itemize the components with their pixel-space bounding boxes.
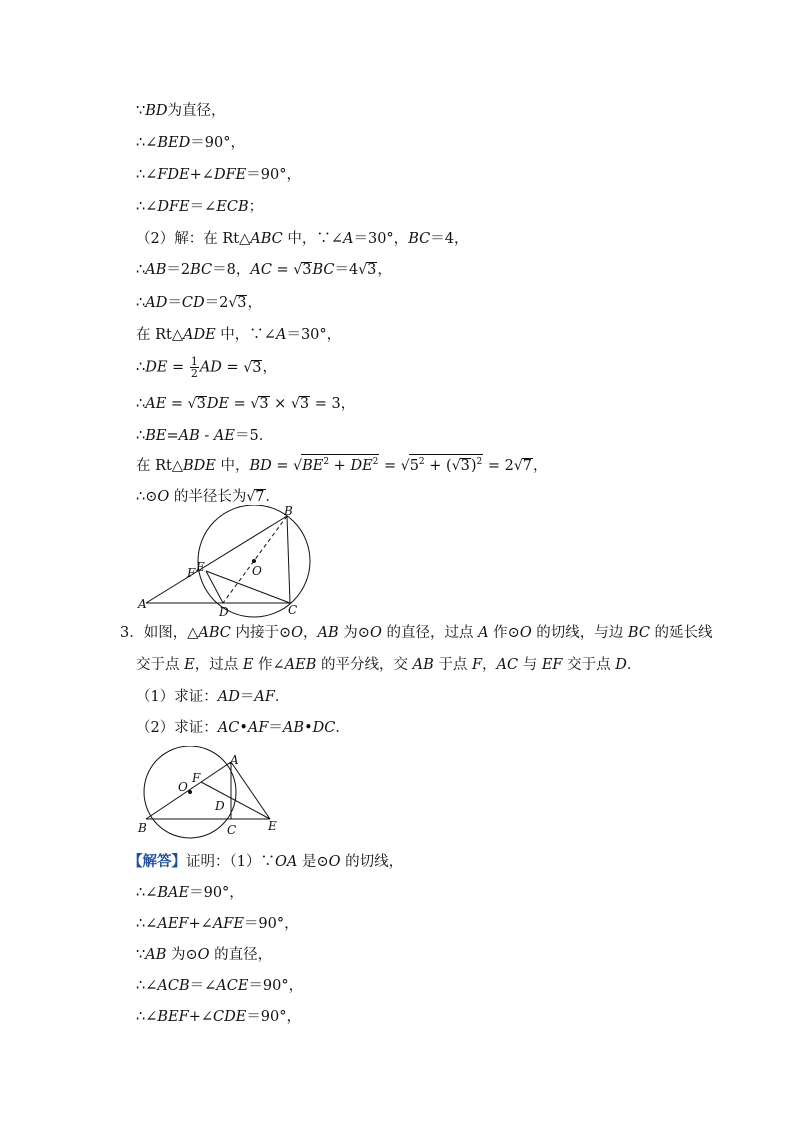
- label-a: A: [138, 597, 147, 611]
- label-e: E: [268, 819, 277, 833]
- question-3-line-1: 3．如图，△ABC 内接于⊙O，AB 为⊙O 的直径，过点 A 作⊙O 的切线，与边 BC 的延长线: [120, 625, 713, 641]
- line-5: （2）解：在 Rt△ABC 中，∵∠A＝30°，BC＝4，: [136, 231, 469, 247]
- line-11: ∴BE=AB - AE＝5．: [136, 428, 274, 444]
- line-6: ∴AB＝2BC＝8，AC = √3BC＝4√3，: [136, 262, 392, 278]
- fraction-half: $\frac{1}{2}$: [190, 355, 198, 380]
- line-1: ∵BD为直径，: [136, 103, 226, 119]
- line-13: ∴⊙O 的半径长为√7．: [136, 489, 281, 505]
- label-d: D: [219, 605, 229, 619]
- label-b: B: [138, 821, 147, 835]
- label-e: E: [196, 560, 205, 574]
- line-9: ∴DE = $\frac{1}{2}$ AD = √3，: [136, 355, 277, 380]
- line-12: 在 Rt△BDE 中，BD = $√BE^2 + DE^2 = √5^2 + (√3)^2 = 2√7$，: [136, 454, 548, 477]
- question-3-line-2: 交于点 E，过点 E 作∠AEB 的平分线，交 AB 于点 F，AC 与 EF 交于点 D．: [136, 657, 642, 673]
- geometry-figure-2: [134, 746, 294, 842]
- answer-line-6: ∴∠BEF+∠CDE＝90°，: [136, 1009, 302, 1025]
- label-c: C: [288, 603, 298, 617]
- label-d: D: [215, 799, 225, 813]
- line-7: ∴AD＝CD＝2√3，: [136, 295, 262, 311]
- segment-b-c: [287, 516, 290, 603]
- label-f: F: [192, 771, 201, 785]
- label-a: A: [230, 753, 239, 767]
- line-3: ∴∠FDE+∠DFE＝90°，: [136, 167, 301, 183]
- question-3-part-2: （2）求证：AC•AF＝AB•DC．: [136, 720, 350, 736]
- label-o: O: [178, 780, 188, 794]
- line-2: ∴∠BED＝90°，: [136, 135, 245, 151]
- segment-e-d: [206, 571, 223, 603]
- center-point-o: [188, 790, 192, 794]
- answer-tag: 【解答】: [128, 853, 186, 870]
- answer-line-2: ∴∠BAE＝90°，: [136, 885, 244, 901]
- answer-line-3: ∴∠AEF+∠AFE＝90°，: [136, 916, 299, 932]
- label-o: O: [252, 564, 262, 578]
- label-f: F: [187, 566, 196, 580]
- geometry-figure-1: [130, 505, 330, 620]
- segment-e-c: [206, 571, 290, 603]
- question-3-part-1: （1）求证：AD＝AF．: [136, 689, 290, 705]
- line-8: 在 Rt△ADE 中，∵∠A＝30°，: [136, 327, 342, 343]
- line-4: ∴∠DFE＝∠ECB；: [136, 199, 264, 215]
- segment-a-e: [231, 762, 270, 819]
- answer-line-4: ∵AB 为⊙O 的直径，: [136, 947, 273, 963]
- answer-line-1: 【解答】证明：（1）∵OA 是⊙O 的切线，: [128, 853, 404, 870]
- answer-line-5: ∴∠ACB＝∠ACE＝90°，: [136, 978, 304, 994]
- center-point-o: [252, 559, 256, 563]
- label-b: B: [284, 505, 293, 518]
- label-c: C: [227, 823, 237, 837]
- line-10: ∴AE = √3DE = √3 × √3 = 3，: [136, 396, 356, 412]
